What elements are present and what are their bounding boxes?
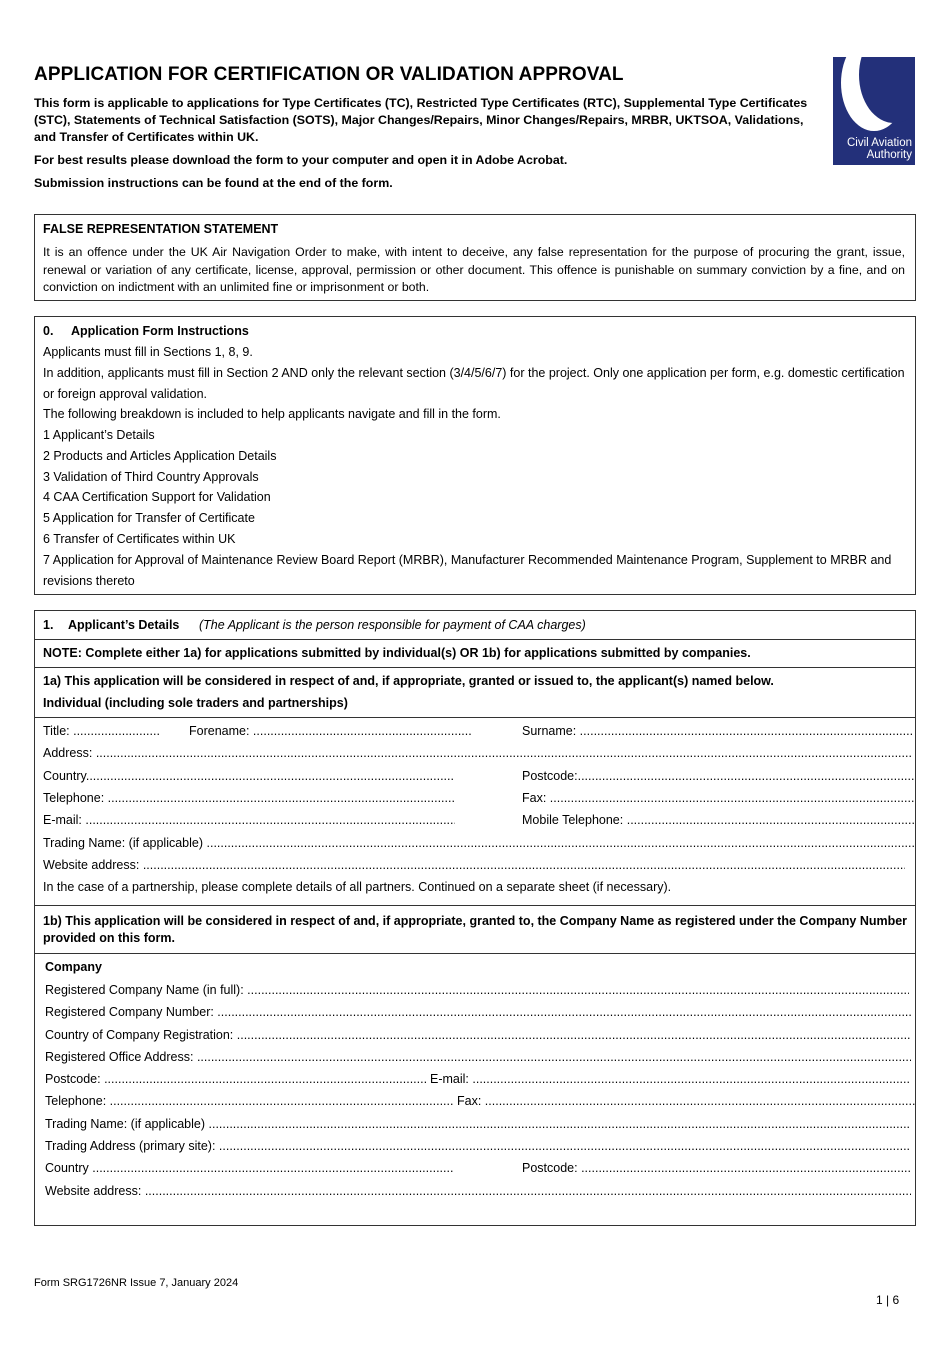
company-postcode-field[interactable]: Postcode: ..... bbox=[45, 1071, 427, 1087]
postcode-field[interactable]: Postcode: ..... bbox=[522, 768, 914, 784]
instructions-heading: Application Form Instructions bbox=[71, 324, 249, 338]
section-1a-heading: 1a) This application will be considered in respect of and, if appropriate, granted or issued to, the applicant(s) named below. bbox=[43, 674, 774, 688]
instructions-item: 5 Application for Transfer of Certificate bbox=[43, 511, 255, 525]
instructions-number: 0. bbox=[43, 324, 54, 338]
page-number: 1 | 6 bbox=[876, 1293, 900, 1307]
registered-company-number-field[interactable]: Registered Company Number: ..... bbox=[45, 1004, 911, 1020]
trading-address-field[interactable]: Trading Address (primary site): ..... bbox=[45, 1138, 911, 1154]
applicant-note: NOTE: Complete either 1a) for applications submitted by individual(s) OR 1b) for applications submitted by companies. bbox=[43, 646, 751, 660]
company-label: Company bbox=[45, 960, 102, 974]
false-rep-text: It is an offence under the UK Air Navigation Order to make, with intent to deceive, any false representation for the purpose of procuring the grant, issue, renewal or variation of any certificate, license, approval, permission or other document. This offence is punishable on summary conviction by a fine, and on conviction on indictment with an unlimited fine or imprisonment or both. bbox=[43, 245, 905, 294]
logo-text-line2: Authority bbox=[866, 149, 912, 161]
logo-text-line1: Civil Aviation bbox=[847, 137, 912, 149]
instructions-item: 6 Transfer of Certificates within UK bbox=[43, 532, 236, 546]
company-trading-name-field[interactable]: Trading Name: (if applicable) ..... bbox=[45, 1116, 911, 1132]
forename-field[interactable]: Forename: ..... bbox=[189, 723, 471, 739]
instructions-item: 2 Products and Articles Application Details bbox=[43, 449, 277, 463]
applicant-section-heading: Applicant’s Details bbox=[68, 618, 180, 632]
intro-applicability: This form is applicable to applications for Type Certificates (TC), Restricted Type Certificates (RTC), Supplemental Type Certificates (STC), Statements of Technical Satisfaction (SOTS), Major Changes/Repairs, Minor Changes/Repairs, MRBR, UKTSOA, Validations, and Transfer of Certificates within UK. bbox=[34, 96, 808, 144]
title-field[interactable]: Title: ..... bbox=[43, 723, 159, 739]
intro-download-note: For best results please download the form to your computer and open it in Adobe Acrobat. bbox=[34, 153, 568, 167]
company-country-field[interactable]: Country ..... bbox=[45, 1160, 453, 1176]
page-title: APPLICATION FOR CERTIFICATION OR VALIDATION APPROVAL bbox=[34, 64, 624, 85]
instructions-item: 3 Validation of Third Country Approvals bbox=[43, 470, 259, 484]
instructions-line-1: Applicants must fill in Sections 1, 8, 9. bbox=[43, 345, 253, 359]
instructions-line-2: In addition, applicants must fill in Section 2 AND only the relevant section (3/4/5/6/7) for the project. Only one application per form, e.g. domestic certification or foreign approval validation. bbox=[43, 366, 905, 401]
surname-field[interactable]: Surname: ..... bbox=[522, 723, 912, 739]
intro-submission-note: Submission instructions can be found at the end of the form. bbox=[34, 176, 393, 190]
partnership-note: In the case of a partnership, please complete details of all partners. Continued on a separate sheet (if necessary). bbox=[43, 880, 672, 894]
mobile-telephone-field[interactable]: Mobile Telephone: ..... bbox=[522, 812, 914, 828]
instructions-line-3: The following breakdown is included to help applicants navigate and fill in the form. bbox=[43, 407, 501, 421]
website-field[interactable]: Website address: ..... bbox=[43, 857, 905, 873]
email-field[interactable]: E-mail: ..... bbox=[43, 812, 455, 828]
instructions-item: 7 Application for Approval of Maintenance Review Board Report (MRBR), Manufacturer Recommended Maintenance Program, Supplement to MRBR and revisions thereto bbox=[43, 553, 892, 588]
applicant-heading-note: (The Applicant is the person responsible for payment of CAA charges) bbox=[199, 618, 586, 632]
false-rep-heading: FALSE REPRESENTATION STATEMENT bbox=[43, 222, 279, 236]
instructions-box bbox=[34, 316, 916, 595]
false-representation-box bbox=[34, 214, 916, 301]
country-field[interactable]: Country ..... bbox=[43, 768, 455, 784]
company-postcode-2-field[interactable]: Postcode: ..... bbox=[522, 1160, 911, 1176]
telephone-field[interactable]: Telephone: ..... bbox=[43, 790, 455, 806]
fax-field[interactable]: Fax: ..... bbox=[522, 790, 914, 806]
form-identifier: Form SRG1726NR Issue 7, January 2024 bbox=[34, 1277, 239, 1289]
address-field[interactable]: Address: ..... bbox=[43, 745, 911, 761]
registered-company-name-field[interactable]: Registered Company Name (in full): ..... bbox=[45, 982, 909, 998]
company-telephone-field[interactable]: Telephone: ..... bbox=[45, 1093, 453, 1109]
caa-logo bbox=[833, 57, 915, 165]
company-fax-field[interactable]: Fax: ..... bbox=[457, 1093, 915, 1109]
company-website-field[interactable]: Website address: ..... bbox=[45, 1183, 911, 1199]
applicant-details-box bbox=[34, 610, 916, 1226]
country-of-registration-field[interactable]: Country of Company Registration: ..... bbox=[45, 1027, 911, 1043]
applicant-section-number: 1. bbox=[43, 618, 54, 632]
registered-office-address-field[interactable]: Registered Office Address: ..... bbox=[45, 1049, 911, 1065]
trading-name-field[interactable]: Trading Name: (if applicable) ..... bbox=[43, 835, 915, 851]
section-1a-subheading: Individual (including sole traders and partnerships) bbox=[43, 696, 348, 710]
instructions-item: 4 CAA Certification Support for Validation bbox=[43, 490, 271, 504]
section-1b-heading: 1b) This application will be considered in respect of and, if appropriate, granted to, the Company Name as registered under the Company Number provided on this form. bbox=[43, 914, 908, 945]
instructions-item: 1 Applicant’s Details bbox=[43, 428, 155, 442]
company-email-field[interactable]: E-mail: ..... bbox=[430, 1071, 911, 1087]
